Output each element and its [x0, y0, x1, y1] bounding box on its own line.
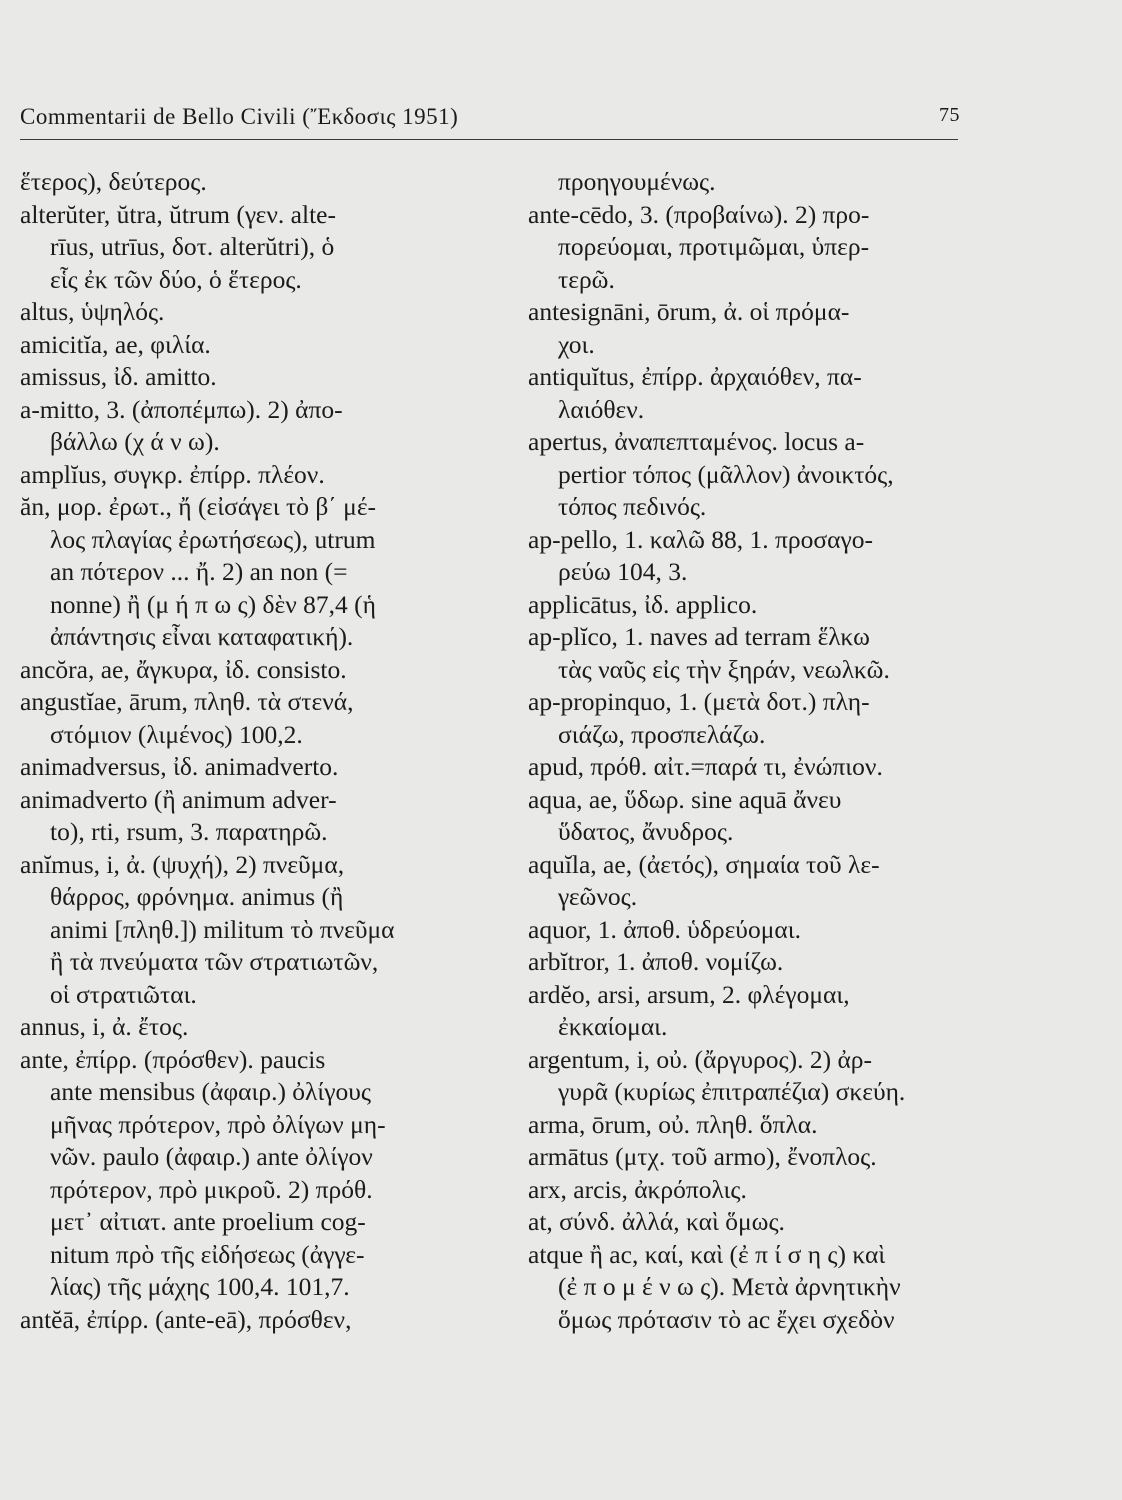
dictionary-line: anĭmus, i, ἀ. (ψυχή), 2) πνεῦμα, [20, 849, 345, 879]
dictionary-line: ăn, μορ. ἐρωτ., ἤ (εἰσάγει τὸ β΄ μέ- [20, 492, 377, 521]
dictionary-line: λος πλαγίας ἐρωτήσεως), utrum [50, 524, 376, 554]
dictionary-line: ardĕo, arsi, arsum, 2. φλέγομαι, [528, 979, 850, 1009]
dictionary-line: amicitĭa, ae, φιλία. [20, 329, 211, 359]
dictionary-line: ante mensibus (ἀφαιρ.) ὀλίγους [50, 1077, 372, 1106]
dictionary-line: (ἐ π ο μ έ ν ω ς). Μετὰ ἀρνητικὴν [558, 1272, 901, 1301]
dictionary-line: τὰς ναῦς εἰς τὴν ξηράν, νεωλκῶ. [558, 654, 890, 684]
dictionary-line: εἷς ἐκ τῶν δύο, ὁ ἕτερος. [50, 264, 302, 294]
dictionary-line: λίας) τῆς μάχης 100,4. 101,7. [50, 1272, 350, 1301]
header-rule [20, 139, 958, 140]
dictionary-line: atque ἢ ac, καί, καὶ (ἐ π ί σ η ς) καὶ [528, 1239, 886, 1269]
dictionary-line: ἐκκαίομαι. [558, 1012, 668, 1041]
dictionary-line: χοι. [558, 329, 595, 359]
dictionary-line: animadversus, ἰδ. animadverto. [20, 752, 339, 781]
dictionary-line: arx, arcis, ἀκρόπολις. [528, 1174, 747, 1204]
dictionary-line: νῶν. paulo (ἀφαιρ.) ante ὀλίγον [50, 1142, 373, 1171]
dictionary-line: an πότερον ... ἤ. 2) an non (= [50, 557, 348, 586]
dictionary-line: arma, ōrum, οὐ. πληθ. ὅπλα. [528, 1109, 818, 1139]
left-column [20, 166, 500, 1336]
dictionary-line: amissus, ἰδ. amitto. [20, 362, 217, 391]
dictionary-line: μῆνας πρότερον, πρὸ ὀλίγων μη- [50, 1109, 386, 1139]
dictionary-line: aqua, ae, ὕδωρ. sine aquā ἄνευ [528, 784, 842, 814]
dictionary-line: ἀπάντησις εἶναι καταφατική). [50, 622, 354, 651]
dictionary-line: τόπος πεδινός. [558, 492, 707, 521]
dictionary-line: οἱ στρατιῶται. [50, 979, 197, 1009]
dictionary-line: pertior τόπος (μᾶλλον) ἀνοικτός, [558, 459, 894, 489]
dictionary-line: nitum πρὸ τῆς εἰδήσεως (ἀγγε- [50, 1239, 365, 1269]
dictionary-line: ancŏra, ae, ἄγκυρα, ἰδ. consisto. [20, 654, 347, 684]
dictionary-line: στόμιον (λιμένος) 100,2. [50, 719, 303, 749]
dictionary-line: armātus (μτχ. τοῦ armo), ἔνοπλος. [528, 1142, 877, 1171]
dictionary-line: rīus, utrīus, δοτ. alterŭtri), ὁ [50, 232, 335, 261]
dictionary-line: ἢ τὰ πνεύματα τῶν στρατιωτῶν, [50, 947, 379, 976]
dictionary-line: to), rti, rsum, 3. παρατηρῶ. [50, 817, 328, 846]
dictionary-line: θάρρος, φρόνημα. animus (ἢ [50, 882, 344, 911]
dictionary-line: ap-plĭco, 1. naves ad terram ἕλκω [528, 622, 870, 651]
dictionary-line: antiquĭtus, ἐπίρρ. ἀρχαιόθεν, πα- [528, 362, 862, 391]
dictionary-line: ante, ἐπίρρ. (πρόσθεν). paucis [20, 1044, 326, 1074]
dictionary-line: nonne) ἢ (μ ή π ω ς) δὲν 87,4 (ἡ [50, 589, 376, 619]
dictionary-line: apud, πρόθ. αἰτ.=παρά τι, ἐνώπιον. [528, 752, 883, 781]
dictionary-line: ὕδατος, ἄνυδρος. [558, 817, 734, 846]
dictionary-line: arbĭtror, 1. ἀποθ. νομίζω. [528, 947, 784, 976]
dictionary-line: a-mitto, 3. (ἀποπέμπω). 2) ἀπο- [20, 394, 343, 424]
dictionary-line: βάλλω (χ ά ν ω). [50, 427, 220, 456]
running-title: Commentarii de Bello Civili (Ἔκδοσις 1951) [20, 104, 459, 129]
dictionary-line: at, σύνδ. ἀλλά, καὶ ὅμως. [528, 1207, 785, 1236]
page-number: 75 [939, 104, 960, 126]
right-column [528, 166, 974, 1336]
dictionary-line: antĕā, ἐπίρρ. (ante-eā), πρόσθεν, [20, 1304, 352, 1334]
dictionary-line: ante-cēdo, 3. (προβαίνω). 2) προ- [528, 199, 870, 229]
dictionary-line: λαιόθεν. [558, 394, 645, 424]
dictionary-line: aquĭla, ae, (ἀετός), σημαία τοῦ λε- [528, 849, 880, 879]
dictionary-line: πορεύομαι, προτιμῶμαι, ὑπερ- [558, 232, 870, 261]
dictionary-line: amplĭus, συγκρ. ἐπίρρ. πλέον. [20, 459, 325, 489]
dictionary-line: applicātus, ἰδ. applico. [528, 589, 758, 619]
dictionary-line: τερῶ. [558, 264, 615, 294]
dictionary-line: apertus, ἀναπεπταμένος. locus a- [528, 427, 865, 456]
dictionary-line: σιάζω, προσπελάζω. [558, 719, 766, 749]
dictionary-line: πρότερον, πρὸ μικροῦ. 2) πρόθ. [50, 1174, 373, 1204]
dictionary-line: annus, i, ἀ. ἔτος. [20, 1012, 189, 1041]
dictionary-line: μετ᾽ αἰτιατ. ante proelium cog- [50, 1207, 366, 1236]
dictionary-line: γυρᾶ (κυρίως ἐπιτραπέζια) σκεύη. [558, 1077, 906, 1106]
dictionary-line: altus, ὑψηλός. [20, 297, 165, 326]
dictionary-line: antesignāni, ōrum, ἀ. οἱ πρόμα- [528, 297, 850, 326]
dictionary-line: προηγουμένως. [558, 167, 716, 196]
dictionary-line: animadverto (ἢ animum adver- [20, 784, 337, 814]
dictionary-line: argentum, i, οὐ. (ἄργυρος). 2) ἀρ- [528, 1044, 873, 1074]
dictionary-line: angustĭae, ārum, πληθ. τὰ στενά, [20, 687, 354, 716]
dictionary-line: ap-pello, 1. καλῶ 88, 1. προσαγο- [528, 524, 874, 554]
dictionary-line: ἕτερος), δεύτερος. [20, 167, 207, 196]
running-header [20, 100, 960, 136]
dictionary-line: ap-propinquo, 1. (μετὰ δοτ.) πλη- [528, 687, 870, 716]
dictionary-line: animi [πληθ.]) militum τὸ πνεῦμα [50, 914, 395, 944]
dictionary-line: γεῶνος. [558, 882, 638, 911]
dictionary-line: ὅμως πρότασιν τὸ ac ἔχει σχεδὸν [558, 1304, 895, 1334]
dictionary-line: alterŭter, ŭtra, ŭtrum (γεν. alte- [20, 199, 336, 229]
dictionary-line: aquor, 1. ἀποθ. ὑδρεύομαι. [528, 914, 801, 944]
dictionary-line: ρεύω 104, 3. [558, 557, 688, 586]
